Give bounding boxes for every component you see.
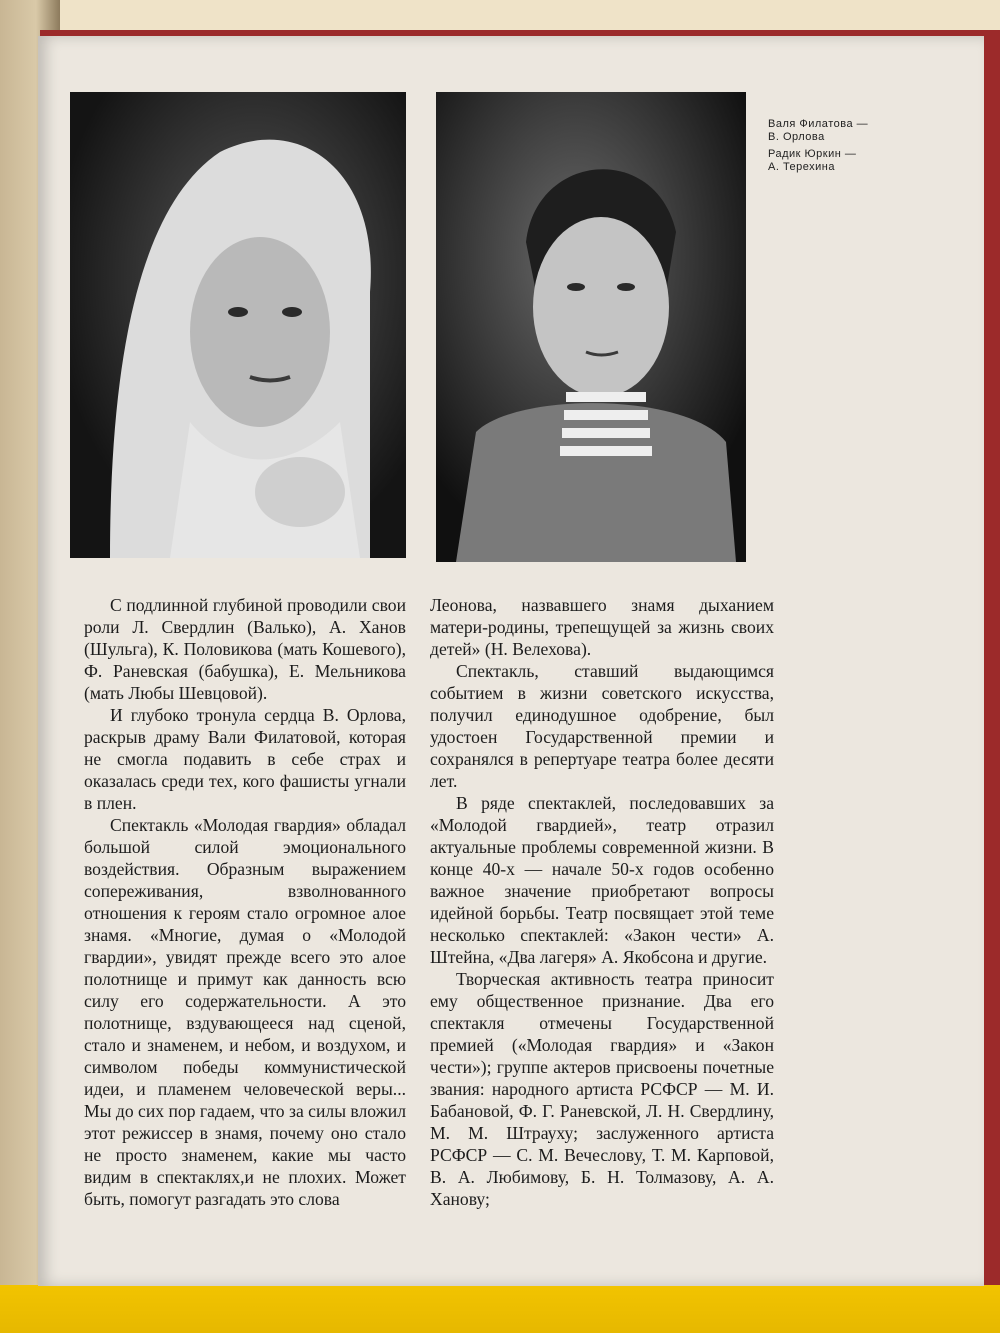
photo-caption-2 (768, 148, 856, 174)
paragraph: Спектакль, ставший выдающимся событием в жизни советского искусства, получил единодушное одобрение, был удостоен Государственной премии и сохранялся в репертуаре театра более десяти лет. (430, 661, 774, 791)
caption-actor: В. Орлова (768, 131, 825, 143)
paragraph: В ряде спектаклей, последовавших за «Молодой гвардией», театр отразил актуальные проблемы современной жизни. В конце 40-х — начале 50-х годов особенно важное значение приобретают вопросы идейной борьбы. Театр посвящает этой теме несколько спектаклей: «Закон чести» А. Штейна, «Два лагеря» А. Якобсона и другие. (430, 793, 774, 967)
photo-filatova-orlova (70, 92, 406, 558)
paragraph: Спектакль «Молодая гвардия» обладал большой силой эмоционального воздействия. Образным выражением сопереживания, взволнованного отношения к героям стало огромное алое знамя. «Многие, думая о «Молодой гвардии», увидят прежде всего это алое полотнище и примут как данность всю силу его содержательности. А это полотнище, вздувающееся над сценой, стало и знаменем, и небом, и воздухом, и символом победы коммунистической идеи, и пламенем человеческой веры... Мы до сих пор гадаем, что за силы вложил этот режиссер в знамя, почему оно стало не просто знаменем, какие мы часто видим в спектаклях,и не плохих. Может быть, помогут разгадать это слова (84, 815, 406, 1209)
caption-actor: А. Терехина (768, 161, 835, 173)
photo-caption-1 (768, 118, 868, 144)
caption-role: Радик Юркин — (768, 148, 857, 160)
text-column-left (84, 594, 406, 1210)
paragraph-continuation: Леонова, назвавшего знамя дыханием матери-родины, трепещущей за жизнь своих детей» (Н. Велехова). (430, 595, 774, 659)
paragraph: И глубоко тронула сердца В. Орлова, раскрыв драму Вали Филатовой, которая не смогла подавить в себе страх и оказалась среди тех, кого фашисты угнали в плен. (84, 705, 406, 813)
paragraph: С подлинной глубиной проводили свои роли Л. Свердлин (Валько), А. Ханов (Шульга), К. Половикова (мать Кошевого), Ф. Раневская (бабушка), Е. Мельникова (мать Любы Шевцовой). (84, 595, 406, 703)
yellow-surface (0, 1285, 1000, 1333)
caption-role: Валя Филатова — (768, 118, 869, 130)
paragraph: Творческая активность театра приносит ему общественное признание. Два его спектакля отмечены Государственной премией («Молодая гвардия» и «Закон чести»); группе актеров присвоены почетные звания: народного артиста РСФСР — М. И. Бабановой, Ф. Г. Раневской, Л. Н. Свердлину, М. М. Штрауху; заслуженного артиста РСФСР — С. М. Вечесловy, Т. М. Карповой, В. А. Любимову, Б. Н. Толмазову, А. А. Ханову; (430, 969, 774, 1209)
photo-yurkin-terekhina (436, 92, 746, 562)
text-column-right (430, 594, 774, 1210)
